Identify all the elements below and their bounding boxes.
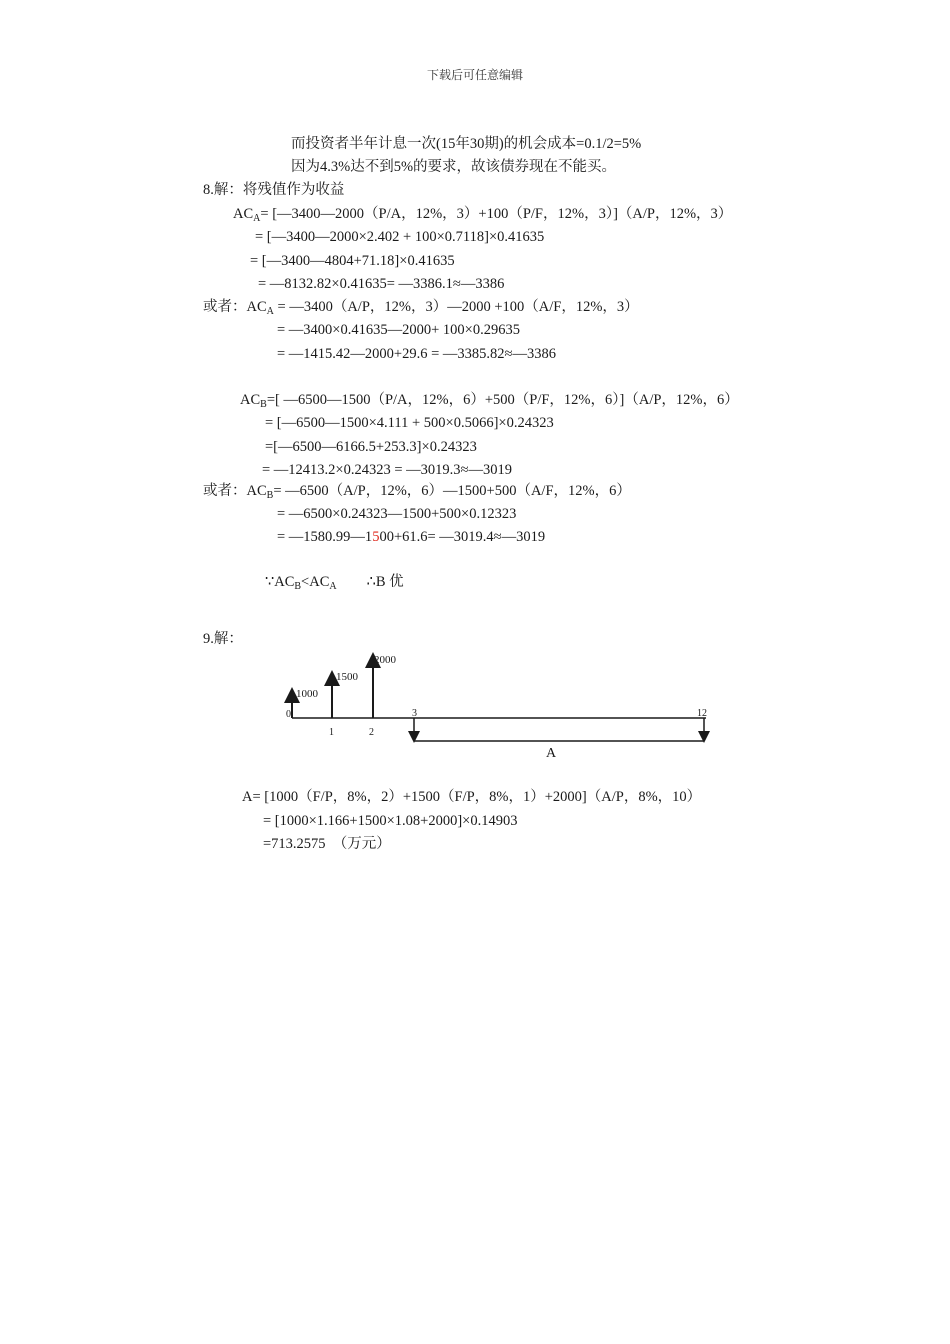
aca-formula: = [—3400—2000（P/A，12%，3）+100（P/F，12%，3）]（A/P，12%，3） — [260, 206, 733, 222]
concl-sub-b: B — [294, 581, 302, 592]
alt-b-formula: = —6500（A/P，12%，6）—1500+500（A/F，12%，6） — [273, 483, 631, 499]
alt-b-subscript: B — [266, 490, 274, 501]
q7-line-2: 因为4.3%达不到5%的要求，故该债券现在不能买。 — [291, 159, 617, 175]
period-label-2: 2 — [369, 727, 374, 738]
q7-line-1: 而投资者半年计息一次(15年30期)的机会成本=0.1/2=5% — [291, 136, 642, 152]
annuity-label: A — [546, 746, 557, 761]
cash-flow-amount-0: 1000 — [296, 688, 318, 700]
alt-a-symbol: 或者：AC — [203, 299, 267, 315]
alt-b-line-3-part-2: 00+61.6= —3019.4≈—3019 — [379, 529, 546, 545]
aca-symbol: AC — [233, 206, 254, 222]
period-label-0: 0 — [286, 709, 291, 720]
q9-equation-2: = [1000×1.166+1500×1.08+2000]×0.14903 — [263, 813, 518, 829]
alt-a-subscript: A — [266, 306, 274, 317]
because-symbol: ∵AC — [265, 574, 295, 590]
alt-a-formula: = —3400（A/P，12%，3）—2000 +100（A/F，12%，3） — [273, 299, 639, 315]
q8-alt-a-line-1 — [203, 298, 639, 318]
page-header: 下载后可任意编辑 — [426, 68, 523, 82]
acb-formula: =[ —6500—1500（P/A，12%，6）+500（P/F，12%，6）]（A/P，12%，6） — [266, 392, 739, 408]
less-than: <AC — [301, 574, 330, 590]
q8-alt-a-line-3: = —1415.42—2000+29.6 = —3385.82≈—3386 — [277, 346, 556, 362]
q8-acb-line-3: =[—6500—6166.5+253.3]×0.24323 — [265, 439, 477, 455]
cash-flow-amount-2: 2000 — [374, 654, 396, 666]
period-label-1: 1 — [329, 727, 334, 738]
acb-symbol: AC — [240, 392, 261, 408]
q8-alt-a-line-2: = —3400×0.41635—2000+ 100×0.29635 — [277, 322, 520, 338]
q8-conclusion — [265, 573, 404, 593]
acb-subscript: B — [260, 399, 267, 410]
concl-sub-a: A — [329, 581, 337, 592]
q9-equation-1: A= [1000（F/P，8%，2）+1500（F/P，8%，1）+2000]（A/P，8%，10） — [242, 789, 702, 805]
cash-flow-diagram — [270, 640, 740, 770]
therefore-b-better: ∴B 优 — [366, 574, 404, 590]
alt-b-symbol: 或者：AC — [203, 483, 267, 499]
aca-subscript: A — [253, 213, 261, 224]
q8-title: 8.解：将残值作为收益 — [203, 182, 345, 198]
period-label-3: 3 — [412, 708, 417, 719]
q9-title: 9.解： — [203, 631, 243, 647]
q8-acb-line-1 — [240, 391, 739, 411]
q8-acb-line-2: = [—6500—1500×4.111 + 500×0.5066]×0.24323 — [265, 415, 554, 431]
alt-b-line-3-red-digit: 5 — [372, 529, 380, 545]
q9-equation-3: =713.2575 （万元） — [263, 836, 391, 852]
q8-alt-b-line-1 — [203, 482, 631, 502]
period-label-12: 12 — [697, 708, 707, 719]
q8-aca-line-3: = [—3400—4804+71.18]×0.41635 — [250, 253, 455, 269]
q8-alt-b-line-2: = —6500×0.24323—1500+500×0.12323 — [277, 506, 517, 522]
q8-aca-line-2: = [—3400—2000×2.402 + 100×0.7118]×0.41635 — [255, 229, 545, 245]
q8-aca-line-4: = —8132.82×0.41635= —3386.1≈—3386 — [258, 276, 505, 292]
q8-alt-b-line-3 — [277, 528, 545, 546]
q8-aca-line-1 — [233, 205, 732, 225]
cash-flow-amount-1: 1500 — [336, 671, 358, 683]
alt-b-line-3-part-1: = —1580.99—1 — [277, 529, 373, 545]
q8-acb-line-4: = —12413.2×0.24323 = —3019.3≈—3019 — [262, 462, 512, 478]
